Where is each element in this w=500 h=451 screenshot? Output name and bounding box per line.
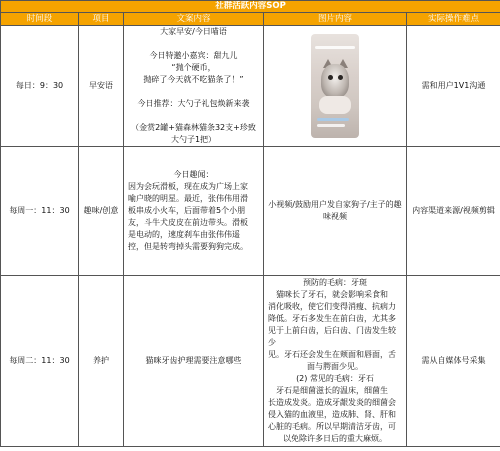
image-line: 降低。牙石多发生在前臼齿，尤其多 (268, 314, 396, 323)
copy-line: 大勺子1把） (170, 135, 217, 144)
cell-difficulty: 需和用户1V1沟通 (407, 26, 500, 147)
title-row (1, 1, 500, 13)
header-project: 项目 (79, 13, 124, 26)
cell-time: 每日：9：30 (1, 26, 79, 147)
copy-line: 大家早安/今日喵语 (160, 27, 227, 36)
header-copy: 文案内容 (124, 13, 264, 26)
copy-line: “抛个硬币， (171, 63, 216, 72)
sheet-title: 社群活跃内容SOP (1, 1, 500, 13)
copy-line: 友，斗牛犬皮皮在前边带头。滑板 (128, 218, 248, 227)
image-line: 预防的毛病：牙斑 (303, 278, 367, 287)
copy-line (128, 38, 259, 50)
copy-line: 今日特邀小嘉宾：甜九儿 (149, 51, 238, 60)
image-line: 猫咪长了牙石，就会影响采食和 (276, 290, 388, 299)
copy-line: 是电动的，速度刹车由张伟伟遥 (128, 230, 240, 239)
image-line: 消化吸收，使它们变得消瘦、抗病力 (268, 302, 396, 311)
cell-time: 每周二：11：30 (1, 276, 79, 447)
copy-line: 今日推荐：大勺子礼包焕新来袭 (137, 99, 250, 108)
copy-line: 抛碎了今天就不吃猫条了！” (143, 75, 244, 84)
table-row (1, 26, 500, 147)
cell-image (264, 276, 407, 447)
header-row (1, 13, 500, 26)
cell-copy (124, 147, 264, 276)
table-row (1, 147, 500, 276)
image-line: 见于上前臼齿，后臼齿、门齿发生较少 (268, 326, 396, 347)
cell-image: 小视频/鼓励用户发自家狗子/主子的趣味视频 (264, 147, 407, 276)
copy-line (128, 110, 259, 122)
cell-time: 每周一：11：30 (1, 147, 79, 276)
cell-image (264, 26, 407, 147)
header-difficulty: 实际操作难点 (407, 13, 500, 26)
header-time: 时间段 (1, 13, 79, 26)
cell-difficulty: 需从自媒体号采集 (407, 276, 500, 447)
image-line: 见。牙石还会发生在颊面和唇面，舌 (268, 350, 396, 359)
cell-project: 养护 (79, 276, 124, 447)
table-row (1, 276, 500, 447)
cell-project: 趣味/创意 (79, 147, 124, 276)
copy-line: 今日趣闻： (173, 170, 214, 179)
image-line: (2) 常见的毛病：牙石 (296, 374, 374, 383)
copy-line: 喻户晓的明星。最近，张伟伟用滑 (128, 194, 248, 203)
header-image: 图片内容 (264, 13, 407, 26)
cell-copy: 猫咪牙齿护理需要注意哪些 (124, 276, 264, 447)
image-line: 面与腭面少见。 (307, 362, 363, 371)
cell-copy (124, 26, 264, 147)
copy-line: 控，但是转弯掉头需要狗狗完成。 (128, 242, 248, 251)
image-line: 侵入猫的血液里，造成肺、肾、肝和 (268, 410, 396, 419)
image-line: 长造成发炎。造成牙龈发炎的细菌会 (268, 398, 396, 407)
image-line: 牙石是细菌滋长的温床，细菌生 (276, 386, 388, 395)
image-line: 以免除许多日后的重大麻烦。 (283, 434, 387, 443)
copy-line (128, 86, 259, 98)
cat-photo (311, 34, 359, 138)
copy-line: 因为会玩滑板，现在成为广场上家 (128, 182, 248, 191)
copy-line: 板串成小火车，后面带着5个小朋 (128, 206, 246, 215)
cell-project: 早安语 (79, 26, 124, 147)
cell-difficulty: 内容渠道来源/视频剪辑 (407, 147, 500, 276)
copy-line: （金赏2罐+猫森林猫条32支+珍致 (131, 123, 256, 132)
image-line: 心脏的毛病。所以早期清洁牙齿，可 (268, 422, 396, 431)
